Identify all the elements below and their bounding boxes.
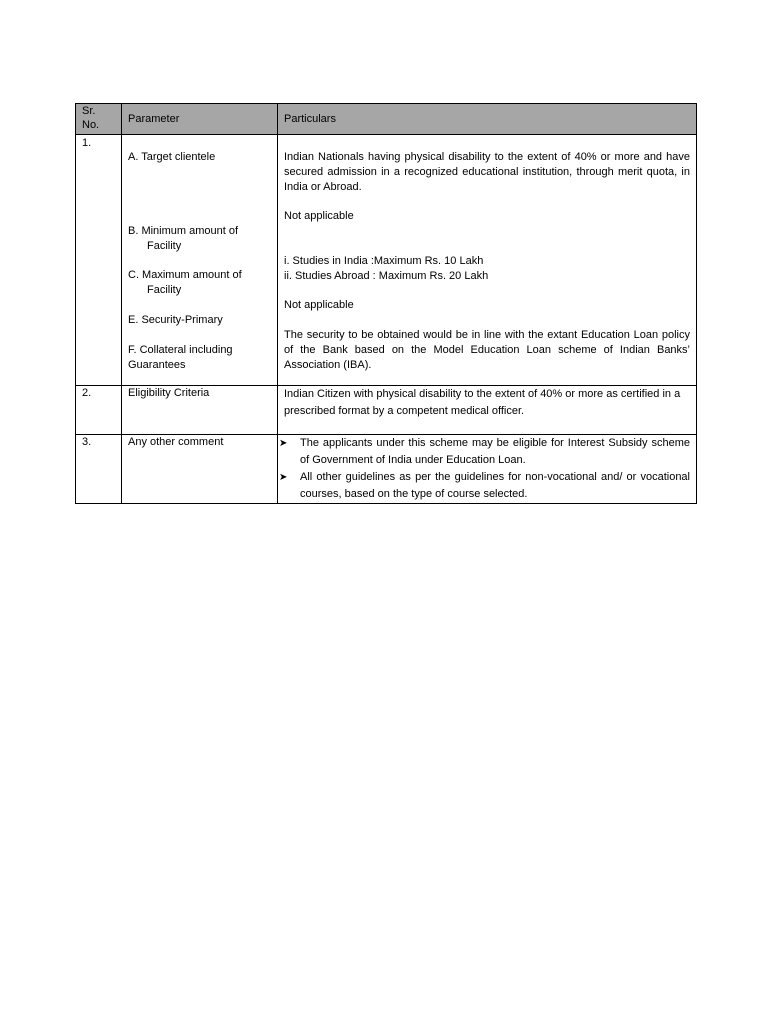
sr-number: 1. <box>82 137 92 149</box>
param-collateral-line1: F. Collateral including <box>128 344 233 356</box>
row-1-particulars <box>278 135 697 386</box>
row-2-sr: 2. <box>76 386 122 435</box>
table-row <box>76 386 697 435</box>
param-security-primary: E. Security-Primary <box>128 314 223 326</box>
header-particulars: Particulars <box>278 104 697 135</box>
particulars-collateral: The security to be obtained would be in line with the extant Education Loan policy of the Bank based on the Model Education Loan scheme of Indian Banks’ Association (IBA). <box>284 329 690 371</box>
list-item <box>278 435 690 469</box>
row-3-parameter: Any other comment <box>122 435 278 504</box>
table-header-row <box>76 104 697 135</box>
header-parameter: Parameter <box>122 104 278 135</box>
param-collateral <box>128 343 271 373</box>
arrow-bullet-icon: ➤ <box>279 472 288 483</box>
param-minimum-amount-line1: B. Minimum amount of <box>128 225 239 237</box>
comment-bullet-list <box>278 435 690 503</box>
param-minimum-amount <box>128 224 271 254</box>
row-2-particulars: Indian Citizen with physical disability to the extent of 40% or more as certified in a prescribed format by a competent medical officer. <box>278 386 697 435</box>
particulars-studies-abroad: ii. Studies Abroad : Maximum Rs. 20 Lakh <box>284 270 489 282</box>
bullet-text: All other guidelines as per the guidelines for non-vocational and/ or vocational courses, based on the type of course selected. <box>300 471 690 500</box>
list-item <box>278 469 690 503</box>
particulars-minimum-amount: Not applicable <box>284 210 354 222</box>
param-maximum-amount-line1: C. Maximum amount of <box>128 269 242 281</box>
row-2-parameter: Eligibility Criteria <box>122 386 278 435</box>
particulars-security-primary: Not applicable <box>284 299 354 311</box>
particulars-target-clientele: Indian Nationals having physical disability to the extent of 40% or more and have secured admission in a recognized educational institution, through merit quota, in India or Abroad. <box>284 151 690 193</box>
row-1-parameter <box>122 135 278 386</box>
table-row <box>76 435 697 504</box>
row-1-sr <box>76 135 122 386</box>
row-3-sr: 3. <box>76 435 122 504</box>
particulars-studies-india: i. Studies in India :Maximum Rs. 10 Lakh <box>284 255 484 267</box>
particulars-maximum-amount <box>284 254 690 284</box>
table-row <box>76 135 697 386</box>
loan-parameters-table <box>75 103 697 504</box>
bullet-text: The applicants under this scheme may be eligible for Interest Subsidy scheme of Government of India under Education Loan. <box>300 437 690 466</box>
param-maximum-amount-line2: Facility <box>147 284 182 296</box>
param-maximum-amount <box>128 268 271 298</box>
arrow-bullet-icon: ➤ <box>279 438 288 449</box>
header-sr-no: Sr. No. <box>76 104 122 135</box>
param-minimum-amount-line2: Facility <box>147 240 182 252</box>
param-collateral-line2: Guarantees <box>128 359 186 371</box>
row-3-particulars <box>278 435 697 504</box>
param-target-clientele: A. Target clientele <box>128 151 216 163</box>
